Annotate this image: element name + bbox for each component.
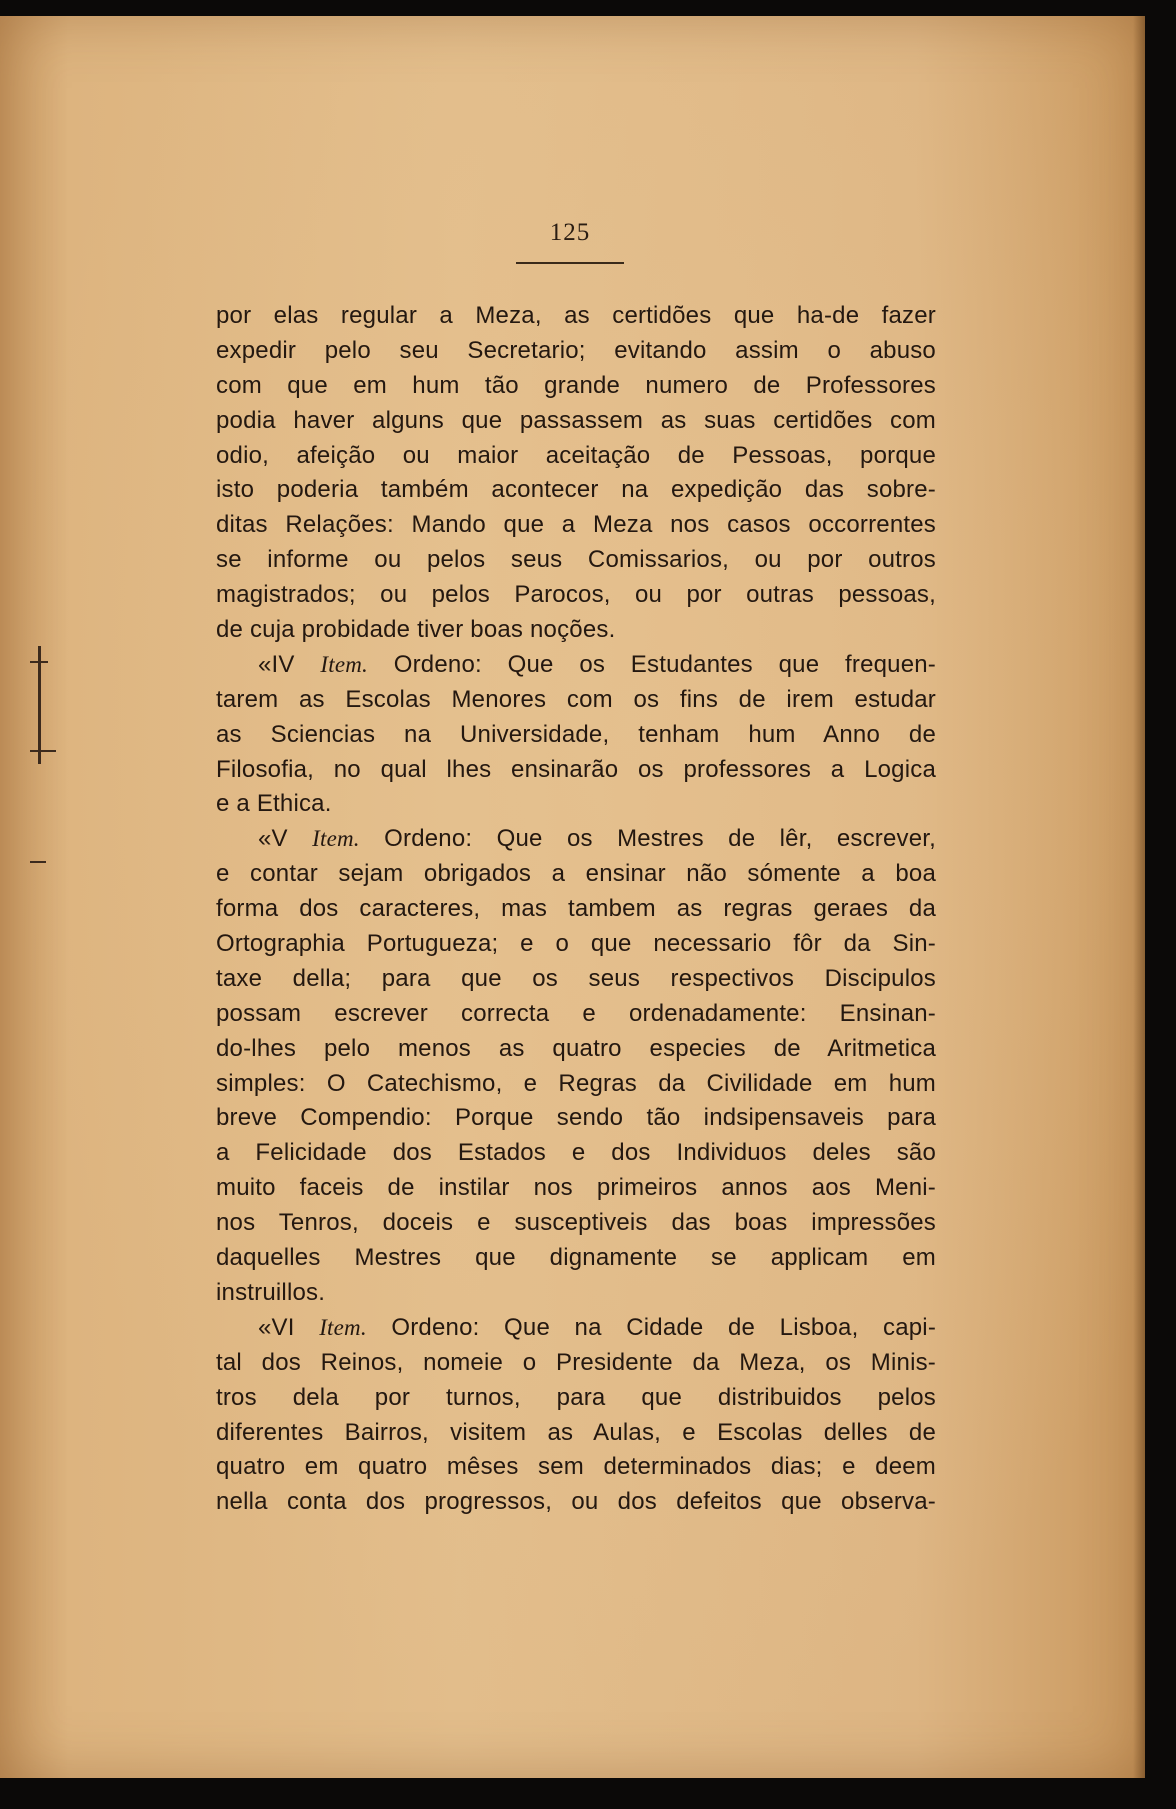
text-line: ditas Relações: Mando que a Meza nos casos occorrentes — [216, 511, 936, 539]
book-page — [0, 16, 1145, 1778]
item-v-line — [216, 822, 936, 857]
text-line: Filosofia, no qual lhes ensinarão os professores a Logica — [216, 755, 936, 783]
text-line: de cuja probidade tiver boas noções. — [216, 616, 616, 644]
text-line: taxe della; para que os seus respectivos Discipulos — [216, 964, 936, 992]
margin-mark — [30, 750, 56, 752]
text-line: instruillos. — [216, 1278, 326, 1306]
text-line: daquelles Mestres que dignamente se applicam em — [216, 1244, 936, 1272]
item-prefix: «V — [258, 825, 288, 853]
text-line: quatro em quatro mêses sem determinados dias; e deem — [216, 1453, 936, 1481]
text-line: tros dela por turnos, para que distribuidos pelos — [216, 1383, 936, 1411]
page-number: 125 — [549, 219, 591, 246]
text-line: isto poderia também acontecer na expedição das sobre- — [216, 476, 936, 504]
item-word: Item. — [319, 1314, 367, 1340]
item-vi-line — [216, 1311, 936, 1346]
text-line: tarem as Escolas Menores com os fins de irem estudar — [216, 685, 936, 713]
text-line: simples: O Catechismo, e Regras da Civilidade em hum — [216, 1069, 936, 1097]
text-line: nella conta dos progressos, ou dos defeitos que observa- — [216, 1488, 936, 1516]
text-line: a Felicidade dos Estados e dos Individuos deles são — [216, 1139, 936, 1167]
text-line: expedir pelo seu Secretario; evitando assim o abuso — [216, 336, 936, 364]
text-line: e contar sejam obrigados a ensinar não sómente a boa — [216, 860, 936, 888]
text-line: Ordeno: Que os Estudantes que frequen- — [393, 650, 936, 678]
text-line: forma dos caracteres, mas tambem as regras geraes da — [216, 895, 936, 923]
header-rule — [516, 262, 624, 264]
text-line: do-lhes pelo menos as quatro especies de Aritmetica — [216, 1034, 936, 1062]
text-line: com que em hum tão grande numero de Professores — [216, 371, 936, 399]
text-line: muito faceis de instilar nos primeiros annos aos Meni- — [216, 1174, 936, 1202]
text-line: tal dos Reinos, nomeie o Presidente da Meza, os Minis- — [216, 1348, 936, 1376]
text-line: magistrados; ou pelos Parocos, ou por outras pessoas, — [216, 581, 936, 609]
text-line: Ordeno: Que na Cidade de Lisboa, capi- — [391, 1313, 937, 1341]
text-line: Ordeno: Que os Mestres de lêr, escrever, — [384, 825, 936, 853]
text-line: as Sciencias na Universidade, tenham hum Anno de — [216, 720, 936, 748]
text-line: odio, afeição ou maior aceitação de Pessoas, porque — [216, 441, 936, 469]
text-line: Ortographia Portugueza; e o que necessario fôr da Sin- — [216, 930, 936, 958]
text-line: se informe ou pelos seus Comissarios, ou por outros — [216, 546, 936, 574]
page-edge-shadow — [1133, 16, 1145, 1778]
text-line: por elas regular a Meza, as certidões que ha-de fazer — [216, 302, 936, 329]
text-line: diferentes Bairros, visitem as Aulas, e Escolas delles de — [216, 1418, 936, 1446]
margin-mark — [38, 646, 41, 764]
text-line: breve Compendio: Porque sendo tão indsipensaveis para — [216, 1104, 936, 1132]
margin-mark — [30, 661, 48, 663]
text-line: nos Tenros, doceis e susceptiveis das boas impressões — [216, 1209, 936, 1237]
text-line: e a Ethica. — [216, 790, 332, 818]
text-line: podia haver alguns que passassem as suas certidões com — [216, 406, 936, 434]
margin-mark — [30, 861, 46, 863]
body-text — [216, 299, 936, 1520]
item-iv-line — [216, 648, 936, 683]
item-word: Item. — [312, 826, 360, 852]
item-prefix: «IV — [258, 650, 295, 678]
text-line: possam escrever correcta e ordenadamente: Ensinan- — [216, 999, 936, 1027]
item-word: Item. — [320, 651, 368, 677]
item-prefix: «VI — [258, 1313, 295, 1341]
